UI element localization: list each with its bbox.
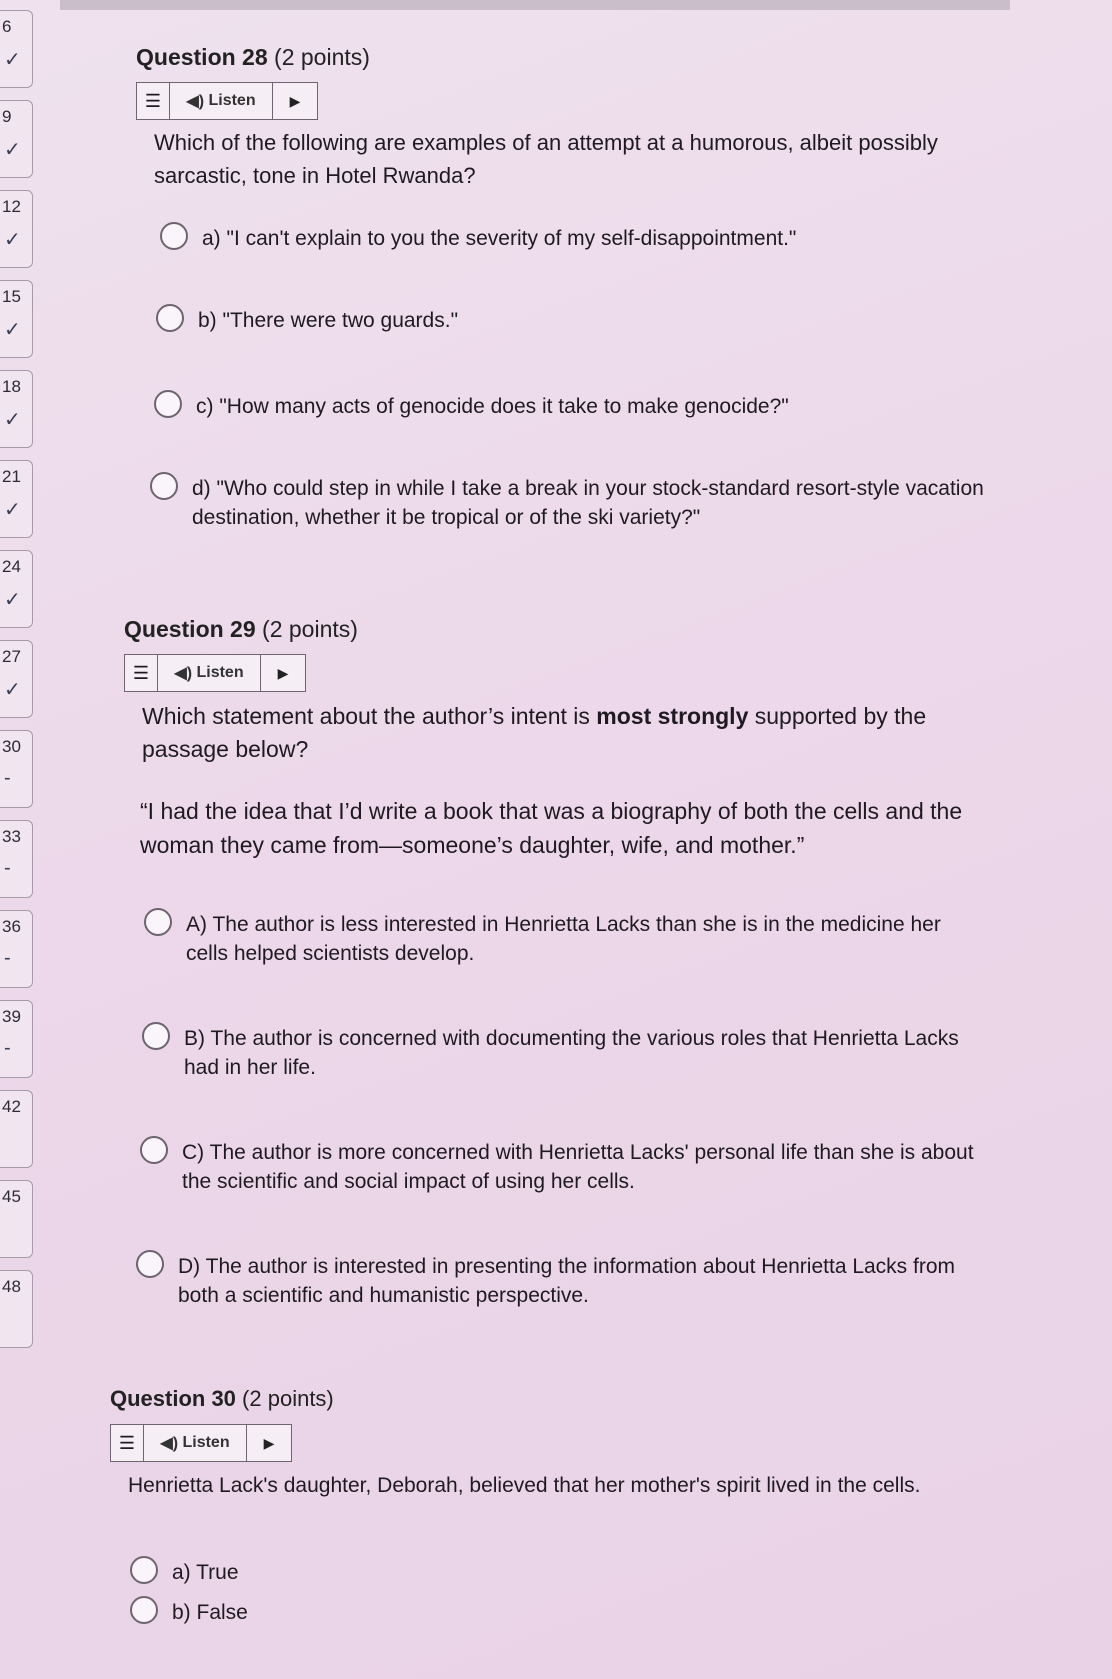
question-number: Question 30 — [110, 1386, 236, 1411]
nav-question-27[interactable] — [0, 640, 33, 718]
option-text: d) "Who could step in while I take a break in your stock-standard resort-style vacation destination, whether it be tropical or of the ski variety?" — [192, 477, 984, 529]
checkmark-icon: ✓ — [4, 499, 21, 521]
nav-question-33[interactable] — [0, 820, 33, 898]
prompt-text: Which statement about the author’s intent is — [142, 703, 597, 729]
nav-number: 15 — [2, 287, 21, 306]
radio-button[interactable] — [160, 222, 188, 250]
listen-label: Listen — [208, 92, 256, 109]
listen-button[interactable] — [144, 1425, 247, 1461]
question-points: (2 points) — [262, 616, 358, 642]
listen-toolbar[interactable] — [124, 654, 306, 692]
listen-label: Listen — [196, 664, 244, 681]
option-text: a) "I can't explain to you the severity of my self-disappointment." — [202, 227, 797, 250]
question-number: Question 29 — [124, 616, 256, 642]
listen-toolbar[interactable] — [136, 82, 318, 120]
speaker-icon: ◀) — [160, 1435, 183, 1452]
play-icon[interactable]: ▶ — [277, 664, 289, 681]
nav-question-9[interactable] — [0, 100, 33, 178]
speaker-icon: ◀) — [186, 93, 209, 110]
nav-question-30[interactable] — [0, 730, 33, 808]
listen-toolbar[interactable] — [110, 1424, 292, 1462]
nav-question-21[interactable] — [0, 460, 33, 538]
question-29-title — [124, 616, 358, 643]
nav-number: 18 — [2, 377, 21, 396]
nav-question-36[interactable] — [0, 910, 33, 988]
checkmark-icon: ✓ — [4, 679, 21, 701]
radio-button[interactable] — [142, 1022, 170, 1050]
nav-question-24[interactable] — [0, 550, 33, 628]
option-text: a) True — [172, 1561, 239, 1584]
nav-question-39[interactable] — [0, 1000, 33, 1078]
radio-button[interactable] — [130, 1596, 158, 1624]
nav-number: 36 — [2, 917, 21, 936]
q29-option-a[interactable] — [144, 910, 974, 968]
nav-number: 33 — [2, 827, 21, 846]
option-text: b) "There were two guards." — [198, 309, 459, 332]
radio-button[interactable] — [156, 304, 184, 332]
question-points: (2 points) — [274, 44, 370, 70]
top-bar — [60, 0, 1010, 10]
listen-label: Listen — [182, 1434, 230, 1451]
prompt-emphasis: most strongly — [596, 703, 749, 729]
checkmark-icon: ✓ — [4, 139, 21, 161]
nav-number: 9 — [2, 107, 12, 126]
nav-question-42[interactable] — [0, 1090, 33, 1168]
status-dash: - — [4, 857, 11, 879]
question-28-prompt: Which of the following are examples of an attempt at a humorous, albeit possibly sarcastic, tone in Hotel Rwanda? — [154, 130, 938, 188]
option-text: A) The author is less interested in Henrietta Lacks than she is in the medicine her cells helped scientists develop. — [186, 913, 941, 965]
q30-option-true[interactable] — [130, 1558, 239, 1587]
option-text: b) False — [172, 1601, 248, 1624]
question-number: Question 28 — [136, 44, 268, 70]
nav-question-15[interactable] — [0, 280, 33, 358]
checkmark-icon: ✓ — [4, 589, 21, 611]
radio-button[interactable] — [136, 1250, 164, 1278]
option-text: B) The author is concerned with documenting the various roles that Henrietta Lacks had in her life. — [184, 1027, 959, 1079]
play-icon[interactable]: ▶ — [263, 1434, 275, 1451]
menu-icon[interactable]: ☰ — [111, 1425, 144, 1461]
nav-question-6[interactable] — [0, 10, 33, 88]
play-icon[interactable]: ▶ — [289, 92, 301, 109]
nav-number: 42 — [2, 1097, 21, 1116]
option-text: D) The author is interested in presenting the information about Henrietta Lacks from both a scientific and humanistic perspective. — [178, 1255, 956, 1307]
q28-option-c[interactable] — [154, 392, 994, 421]
nav-number: 24 — [2, 557, 21, 576]
checkmark-icon: ✓ — [4, 319, 21, 341]
nav-number: 39 — [2, 1007, 21, 1026]
checkmark-icon: ✓ — [4, 229, 21, 251]
radio-button[interactable] — [154, 390, 182, 418]
checkmark-icon: ✓ — [4, 409, 21, 431]
listen-button[interactable] — [158, 655, 261, 691]
q28-option-d[interactable] — [150, 474, 1000, 532]
listen-button[interactable] — [170, 83, 273, 119]
nav-question-45[interactable] — [0, 1180, 33, 1258]
status-dash: - — [4, 767, 11, 789]
question-30-prompt: Henrietta Lack's daughter, Deborah, believed that her mother's spirit lived in the cells. — [128, 1474, 921, 1497]
q29-option-b[interactable] — [142, 1024, 972, 1082]
q28-option-a[interactable] — [160, 224, 990, 253]
radio-button[interactable] — [130, 1556, 158, 1584]
q28-option-b[interactable] — [156, 306, 986, 335]
radio-button[interactable] — [150, 472, 178, 500]
nav-question-18[interactable] — [0, 370, 33, 448]
nav-question-12[interactable] — [0, 190, 33, 268]
question-29-quote: “I had the idea that I’d write a book that was a biography of both the cells and the woman they came from—someone’s daughter, wife, and mother.” — [140, 798, 963, 858]
radio-button[interactable] — [140, 1136, 168, 1164]
question-navigator — [0, 0, 50, 1679]
status-dash: - — [4, 947, 11, 969]
q29-option-c[interactable] — [140, 1138, 980, 1196]
option-text: C) The author is more concerned with Henrietta Lacks' personal life than she is about the scientific and social impact of using her cells. — [182, 1141, 974, 1193]
menu-icon[interactable]: ☰ — [125, 655, 158, 691]
status-dash: - — [4, 1037, 11, 1059]
checkmark-icon: ✓ — [4, 49, 21, 71]
nav-number: 30 — [2, 737, 21, 756]
nav-question-48[interactable] — [0, 1270, 33, 1348]
nav-number: 45 — [2, 1187, 21, 1206]
question-29-prompt — [142, 700, 982, 766]
question-points: (2 points) — [242, 1386, 334, 1411]
option-text: c) "How many acts of genocide does it take to make genocide?" — [196, 395, 789, 418]
q29-option-d[interactable] — [136, 1252, 976, 1310]
prompt-text: supported by the passage below? — [142, 703, 927, 762]
nav-number: 21 — [2, 467, 21, 486]
nav-number: 6 — [2, 17, 12, 36]
nav-number: 48 — [2, 1277, 21, 1296]
question-28-title — [136, 44, 370, 71]
radio-button[interactable] — [144, 908, 172, 936]
question-30-title — [110, 1386, 334, 1412]
nav-number: 12 — [2, 197, 21, 216]
speaker-icon: ◀) — [174, 665, 197, 682]
nav-number: 27 — [2, 647, 21, 666]
menu-icon[interactable]: ☰ — [137, 83, 170, 119]
q30-option-false[interactable] — [130, 1598, 248, 1627]
